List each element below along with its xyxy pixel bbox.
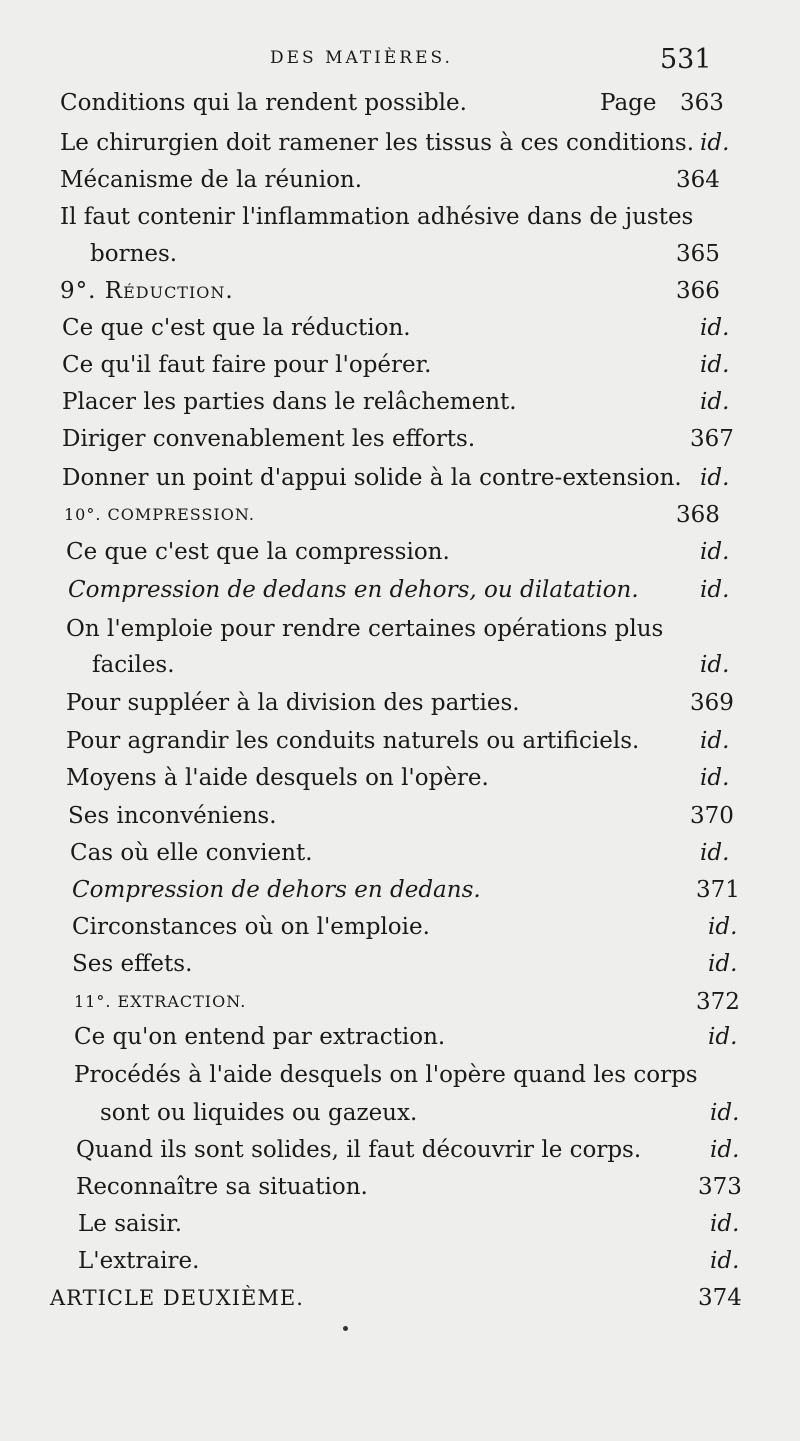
toc-entry <box>0 198 800 236</box>
entry-text: Pour suppléer à la division des parties. <box>66 690 520 716</box>
entry-text: Procédés à l'aide desquels on l'opère quand les corps <box>74 1062 698 1088</box>
entry-text: Le chirurgien doit ramener les tissus à ces conditions. <box>60 130 695 156</box>
entry-page: id. <box>700 389 730 415</box>
toc-entry <box>0 1279 800 1317</box>
entry-text: Ce que c'est que la compression. <box>66 539 450 565</box>
entry-text: Reconnaître sa situation. <box>76 1174 368 1200</box>
toc-entry <box>0 646 800 684</box>
entry-text: 10°. COMPRESSION. <box>64 505 255 524</box>
entry-text: sont ou liquides ou gazeux. <box>100 1100 418 1126</box>
entry-text: Il faut contenir l'inflammation adhésive dans de justes <box>60 204 694 230</box>
entry-text: Ses effets. <box>72 951 193 977</box>
toc-entry <box>0 496 800 534</box>
entry-page: id. <box>700 765 730 791</box>
header-page-number: 531 <box>660 44 712 75</box>
entry-page: id. <box>708 1024 738 1050</box>
entry-text: Donner un point d'appui solide à la contre-extension. <box>62 465 682 491</box>
toc-entry <box>0 1056 800 1094</box>
toc-entry <box>0 235 800 273</box>
entry-text: Circonstances où on l'emploie. <box>72 914 430 940</box>
entry-text: Diriger convenablement les efforts. <box>62 426 476 452</box>
toc-entry <box>0 834 800 872</box>
entry-page: 370 <box>690 803 734 829</box>
entry-page: 369 <box>690 690 734 716</box>
entry-page: id. <box>710 1100 740 1126</box>
entry-page: id. <box>700 465 730 491</box>
toc-entry <box>0 533 800 571</box>
entry-text: Pour agrandir les conduits naturels ou artificiels. <box>66 728 640 754</box>
entry-page: id. <box>700 577 730 603</box>
toc-entry <box>0 945 800 983</box>
toc-entry <box>0 610 800 648</box>
toc-entry <box>0 84 800 122</box>
toc-entry <box>0 459 800 497</box>
entry-text: L'extraire. <box>78 1248 200 1274</box>
entry-text: Moyens à l'aide desquels on l'opère. <box>66 765 489 791</box>
entry-page: id. <box>700 539 730 565</box>
entry-page: 374 <box>698 1285 742 1311</box>
ink-dot <box>343 1326 348 1331</box>
toc-entry <box>0 161 800 199</box>
header-title: DES MATIÈRES. <box>270 48 453 68</box>
entry-text: 9°. Réduction. <box>60 278 234 304</box>
entry-text: Ce que c'est que la réduction. <box>62 315 411 341</box>
entry-page: id. <box>700 652 730 678</box>
toc-entry <box>0 1168 800 1206</box>
toc-entry <box>0 272 800 310</box>
entry-page: id. <box>700 315 730 341</box>
entry-page: id. <box>708 914 738 940</box>
entry-text: Conditions qui la rendent possible. <box>60 90 467 116</box>
entry-page: 373 <box>698 1174 742 1200</box>
entry-text: Le saisir. <box>78 1211 183 1237</box>
entry-text: bornes. <box>90 241 178 267</box>
entry-text: Ses inconvéniens. <box>68 803 277 829</box>
entry-page: id. <box>708 951 738 977</box>
entry-text: Compression de dedans en dehors, ou dilatation. <box>68 577 639 603</box>
entry-text: 11°. EXTRACTION. <box>74 992 247 1011</box>
toc-entry <box>0 1018 800 1056</box>
entry-page: id. <box>700 728 730 754</box>
toc-entry <box>0 908 800 946</box>
toc-entry <box>0 871 800 909</box>
toc-entry <box>0 684 800 722</box>
entry-page: id. <box>710 1137 740 1163</box>
toc-entry <box>0 383 800 421</box>
entry-text: Compression de dehors en dedans. <box>72 877 481 903</box>
entry-text: On l'emploie pour rendre certaines opérations plus <box>66 616 664 642</box>
toc-entry <box>0 1205 800 1243</box>
entry-page: 368 <box>676 502 720 528</box>
toc-entry <box>0 571 800 609</box>
entry-page: id. <box>700 840 730 866</box>
entry-page: 367 <box>690 426 734 452</box>
entry-text: faciles. <box>92 652 175 678</box>
entry-page-prefix: Page <box>600 90 657 116</box>
toc-entry <box>0 309 800 347</box>
entry-page: 364 <box>676 167 720 193</box>
entry-page: id. <box>700 130 730 156</box>
entry-page: id. <box>700 352 730 378</box>
entry-page: id. <box>710 1248 740 1274</box>
toc-entry <box>0 1131 800 1169</box>
toc-entry <box>0 1094 800 1132</box>
toc-entry <box>0 722 800 760</box>
toc-entry <box>0 797 800 835</box>
toc-entry <box>0 124 800 162</box>
entry-text: ARTICLE DEUXIÈME. <box>50 1286 304 1310</box>
entry-text: Mécanisme de la réunion. <box>60 167 363 193</box>
entry-page: 366 <box>676 278 720 304</box>
running-header <box>0 44 800 84</box>
toc-entry <box>0 983 800 1021</box>
entry-page: 372 <box>696 989 740 1015</box>
entry-text: Cas où elle convient. <box>70 840 313 866</box>
entry-text: Quand ils sont solides, il faut découvrir le corps. <box>76 1137 642 1163</box>
entry-page: 363 <box>680 90 724 116</box>
entry-text: Ce qu'il faut faire pour l'opérer. <box>62 352 432 378</box>
entry-page: 365 <box>676 241 720 267</box>
entry-text: Placer les parties dans le relâchement. <box>62 389 517 415</box>
entry-text: Ce qu'on entend par extraction. <box>74 1024 446 1050</box>
toc-entry <box>0 1242 800 1280</box>
entry-page: id. <box>710 1211 740 1237</box>
entry-page: 371 <box>696 877 740 903</box>
toc-entry <box>0 759 800 797</box>
toc-entry <box>0 420 800 458</box>
toc-entry <box>0 346 800 384</box>
